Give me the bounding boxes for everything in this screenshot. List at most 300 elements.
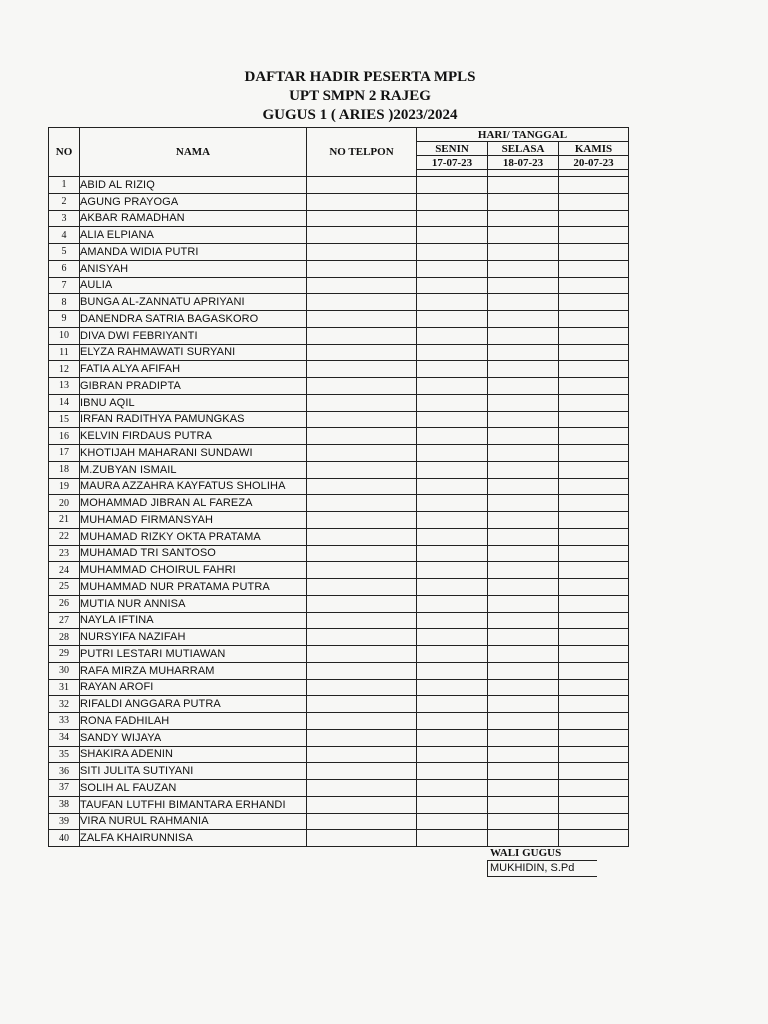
- row-selasa-cell[interactable]: [488, 361, 559, 378]
- row-telpon-cell[interactable]: [307, 311, 417, 328]
- row-telpon-cell[interactable]: [307, 428, 417, 445]
- row-telpon-cell[interactable]: [307, 244, 417, 261]
- row-name: ALIA ELPIANA: [80, 227, 307, 244]
- row-telpon-cell[interactable]: [307, 177, 417, 194]
- row-number: 14: [49, 394, 80, 411]
- row-kamis-cell[interactable]: [559, 545, 629, 562]
- row-telpon-cell[interactable]: [307, 830, 417, 847]
- row-senin-cell[interactable]: [417, 311, 488, 328]
- row-kamis-cell[interactable]: [559, 177, 629, 194]
- row-name: RAYAN AROFI: [80, 679, 307, 696]
- row-kamis-cell[interactable]: [559, 646, 629, 663]
- row-name: MUHAMAD RIZKY OKTA PRATAMA: [80, 528, 307, 545]
- row-name: RONA FADHILAH: [80, 713, 307, 730]
- row-number: 3: [49, 210, 80, 227]
- header-day-selasa: SELASA: [488, 142, 559, 156]
- header-day-kamis: KAMIS: [559, 142, 629, 156]
- row-number: 8: [49, 294, 80, 311]
- row-telpon-cell[interactable]: [307, 512, 417, 529]
- row-kamis-cell[interactable]: [559, 796, 629, 813]
- row-senin-cell[interactable]: [417, 830, 488, 847]
- row-senin-cell[interactable]: [417, 528, 488, 545]
- row-name: MUHAMMAD CHOIRUL FAHRI: [80, 562, 307, 579]
- row-senin-cell[interactable]: [417, 545, 488, 562]
- row-selasa-cell[interactable]: [488, 378, 559, 395]
- table-row: [49, 545, 629, 562]
- table-row: [49, 378, 629, 395]
- row-telpon-cell[interactable]: [307, 193, 417, 210]
- row-number: 6: [49, 260, 80, 277]
- row-number: 25: [49, 579, 80, 596]
- attendance-rows: [49, 177, 629, 847]
- row-selasa-cell[interactable]: [488, 595, 559, 612]
- row-name: GIBRAN PRADIPTA: [80, 378, 307, 395]
- header-day-senin: SENIN: [417, 142, 488, 156]
- row-kamis-cell[interactable]: [559, 478, 629, 495]
- row-name: VIRA NURUL RAHMANIA: [80, 813, 307, 830]
- row-telpon-cell[interactable]: [307, 361, 417, 378]
- table-row: [49, 713, 629, 730]
- row-kamis-cell[interactable]: [559, 193, 629, 210]
- row-senin-cell[interactable]: [417, 260, 488, 277]
- row-telpon-cell[interactable]: [307, 495, 417, 512]
- row-number: 23: [49, 545, 80, 562]
- row-kamis-cell[interactable]: [559, 562, 629, 579]
- row-number: 33: [49, 713, 80, 730]
- row-senin-cell[interactable]: [417, 562, 488, 579]
- table-row: [49, 830, 629, 847]
- row-telpon-cell[interactable]: [307, 277, 417, 294]
- row-senin-cell[interactable]: [417, 210, 488, 227]
- row-name: M.ZUBYAN ISMAIL: [80, 461, 307, 478]
- table-row: [49, 445, 629, 462]
- row-telpon-cell[interactable]: [307, 579, 417, 596]
- row-telpon-cell[interactable]: [307, 528, 417, 545]
- row-selasa-cell[interactable]: [488, 830, 559, 847]
- header-nama: NAMA: [80, 128, 307, 177]
- title-line-3: GUGUS 1 ( ARIES )2023/2024: [262, 107, 458, 123]
- row-name: TAUFAN LUTFHI BIMANTARA ERHANDI: [80, 796, 307, 813]
- row-selasa-cell[interactable]: [488, 512, 559, 529]
- row-selasa-cell[interactable]: [488, 612, 559, 629]
- row-name: RAFA MIRZA MUHARRAM: [80, 662, 307, 679]
- row-selasa-cell[interactable]: [488, 796, 559, 813]
- row-kamis-cell[interactable]: [559, 394, 629, 411]
- row-senin-cell[interactable]: [417, 512, 488, 529]
- row-name: SOLIH AL FAUZAN: [80, 780, 307, 797]
- signature-name: MUKHIDIN, S.Pd: [487, 860, 597, 877]
- row-kamis-cell[interactable]: [559, 813, 629, 830]
- row-name: IBNU AQIL: [80, 394, 307, 411]
- row-senin-cell[interactable]: [417, 763, 488, 780]
- row-senin-cell[interactable]: [417, 428, 488, 445]
- row-number: 32: [49, 696, 80, 713]
- row-selasa-cell[interactable]: [488, 260, 559, 277]
- row-senin-cell[interactable]: [417, 445, 488, 462]
- row-telpon-cell[interactable]: [307, 327, 417, 344]
- row-telpon-cell[interactable]: [307, 729, 417, 746]
- row-name: BUNGA AL-ZANNATU APRIYANI: [80, 294, 307, 311]
- row-number: 31: [49, 679, 80, 696]
- row-kamis-cell[interactable]: [559, 227, 629, 244]
- title-line-1: DAFTAR HADIR PESERTA MPLS: [244, 69, 476, 85]
- row-name: NURSYIFA NAZIFAH: [80, 629, 307, 646]
- row-selasa-cell[interactable]: [488, 177, 559, 194]
- row-telpon-cell[interactable]: [307, 595, 417, 612]
- row-senin-cell[interactable]: [417, 227, 488, 244]
- row-senin-cell[interactable]: [417, 595, 488, 612]
- row-number: 30: [49, 662, 80, 679]
- table-row: [49, 411, 629, 428]
- header-no: NO: [49, 128, 80, 177]
- row-selasa-cell[interactable]: [488, 428, 559, 445]
- row-senin-cell[interactable]: [417, 277, 488, 294]
- row-kamis-cell[interactable]: [559, 428, 629, 445]
- table-row: [49, 763, 629, 780]
- row-number: 27: [49, 612, 80, 629]
- row-senin-cell[interactable]: [417, 679, 488, 696]
- table-row: [49, 662, 629, 679]
- header-no-telpon: NO TELPON: [307, 128, 417, 177]
- row-selasa-cell[interactable]: [488, 227, 559, 244]
- row-senin-cell[interactable]: [417, 478, 488, 495]
- row-kamis-cell[interactable]: [559, 729, 629, 746]
- table-row: [49, 311, 629, 328]
- row-number: 11: [49, 344, 80, 361]
- table-row: [49, 478, 629, 495]
- row-kamis-cell[interactable]: [559, 294, 629, 311]
- row-name: DANENDRA SATRIA BAGASKORO: [80, 311, 307, 328]
- row-selasa-cell[interactable]: [488, 277, 559, 294]
- table-row: [49, 729, 629, 746]
- row-name: MUHAMMAD NUR PRATAMA PUTRA: [80, 579, 307, 596]
- row-telpon-cell[interactable]: [307, 344, 417, 361]
- row-number: 15: [49, 411, 80, 428]
- row-selasa-cell[interactable]: [488, 646, 559, 663]
- row-kamis-cell[interactable]: [559, 378, 629, 395]
- table-row: [49, 177, 629, 194]
- row-telpon-cell[interactable]: [307, 713, 417, 730]
- row-selasa-cell[interactable]: [488, 461, 559, 478]
- row-telpon-cell[interactable]: [307, 378, 417, 395]
- header-date-senin: 17-07-23: [417, 156, 488, 170]
- row-number: 21: [49, 512, 80, 529]
- row-kamis-cell[interactable]: [559, 629, 629, 646]
- table-row: [49, 679, 629, 696]
- row-number: 40: [49, 830, 80, 847]
- row-number: 36: [49, 763, 80, 780]
- row-selasa-cell[interactable]: [488, 210, 559, 227]
- table-row: [49, 461, 629, 478]
- table-row: [49, 746, 629, 763]
- row-selasa-cell[interactable]: [488, 344, 559, 361]
- row-name: MAURA AZZAHRA KAYFATUS SHOLIHA: [80, 478, 307, 495]
- row-kamis-cell[interactable]: [559, 311, 629, 328]
- row-selasa-cell[interactable]: [488, 780, 559, 797]
- table-row: [49, 428, 629, 445]
- row-name: AGUNG PRAYOGA: [80, 193, 307, 210]
- row-selasa-cell[interactable]: [488, 193, 559, 210]
- row-telpon-cell[interactable]: [307, 763, 417, 780]
- row-kamis-cell[interactable]: [559, 461, 629, 478]
- row-telpon-cell[interactable]: [307, 562, 417, 579]
- row-kamis-cell[interactable]: [559, 595, 629, 612]
- row-telpon-cell[interactable]: [307, 612, 417, 629]
- row-selasa-cell[interactable]: [488, 311, 559, 328]
- table-row: [49, 344, 629, 361]
- table-row: [49, 277, 629, 294]
- row-telpon-cell[interactable]: [307, 461, 417, 478]
- row-name: MUTIA NUR ANNISA: [80, 595, 307, 612]
- table-row: [49, 394, 629, 411]
- row-number: 37: [49, 780, 80, 797]
- row-senin-cell[interactable]: [417, 495, 488, 512]
- row-selasa-cell[interactable]: [488, 562, 559, 579]
- table-row: [49, 562, 629, 579]
- row-senin-cell[interactable]: [417, 394, 488, 411]
- row-senin-cell[interactable]: [417, 177, 488, 194]
- row-name: IRFAN RADITHYA PAMUNGKAS: [80, 411, 307, 428]
- row-selasa-cell[interactable]: [488, 327, 559, 344]
- row-telpon-cell[interactable]: [307, 545, 417, 562]
- row-kamis-cell[interactable]: [559, 210, 629, 227]
- row-name: ZALFA KHAIRUNNISA: [80, 830, 307, 847]
- row-senin-cell[interactable]: [417, 796, 488, 813]
- row-senin-cell[interactable]: [417, 612, 488, 629]
- row-senin-cell[interactable]: [417, 361, 488, 378]
- row-selasa-cell[interactable]: [488, 629, 559, 646]
- row-kamis-cell[interactable]: [559, 830, 629, 847]
- row-selasa-cell[interactable]: [488, 495, 559, 512]
- row-selasa-cell[interactable]: [488, 679, 559, 696]
- row-number: 26: [49, 595, 80, 612]
- row-telpon-cell[interactable]: [307, 227, 417, 244]
- row-kamis-cell[interactable]: [559, 612, 629, 629]
- table-row: [49, 612, 629, 629]
- row-kamis-cell[interactable]: [559, 260, 629, 277]
- row-senin-cell[interactable]: [417, 780, 488, 797]
- row-telpon-cell[interactable]: [307, 646, 417, 663]
- table-row: [49, 210, 629, 227]
- row-name: DIVA DWI FEBRIYANTI: [80, 327, 307, 344]
- row-number: 4: [49, 227, 80, 244]
- row-number: 12: [49, 361, 80, 378]
- row-telpon-cell[interactable]: [307, 746, 417, 763]
- table-row: [49, 361, 629, 378]
- table-row: [49, 629, 629, 646]
- row-senin-cell[interactable]: [417, 813, 488, 830]
- row-number: 34: [49, 729, 80, 746]
- header-gap-cell: [417, 170, 488, 177]
- row-selasa-cell[interactable]: [488, 394, 559, 411]
- row-selasa-cell[interactable]: [488, 294, 559, 311]
- row-telpon-cell[interactable]: [307, 780, 417, 797]
- table-row: [49, 244, 629, 261]
- table-row: [49, 227, 629, 244]
- signature-block: [487, 846, 597, 877]
- title-line-2: UPT SMPN 2 RAJEG: [289, 88, 431, 104]
- row-name: ANISYAH: [80, 260, 307, 277]
- row-kamis-cell[interactable]: [559, 746, 629, 763]
- row-name: AMANDA WIDIA PUTRI: [80, 244, 307, 261]
- row-senin-cell[interactable]: [417, 327, 488, 344]
- row-senin-cell[interactable]: [417, 696, 488, 713]
- row-number: 39: [49, 813, 80, 830]
- row-selasa-cell[interactable]: [488, 579, 559, 596]
- row-kamis-cell[interactable]: [559, 411, 629, 428]
- row-number: 29: [49, 646, 80, 663]
- row-telpon-cell[interactable]: [307, 210, 417, 227]
- table-row: [49, 528, 629, 545]
- row-number: 22: [49, 528, 80, 545]
- row-telpon-cell[interactable]: [307, 478, 417, 495]
- row-senin-cell[interactable]: [417, 344, 488, 361]
- row-senin-cell[interactable]: [417, 411, 488, 428]
- row-number: 9: [49, 311, 80, 328]
- table-row: [49, 796, 629, 813]
- row-senin-cell[interactable]: [417, 646, 488, 663]
- row-kamis-cell[interactable]: [559, 445, 629, 462]
- row-selasa-cell[interactable]: [488, 528, 559, 545]
- row-selasa-cell[interactable]: [488, 545, 559, 562]
- row-selasa-cell[interactable]: [488, 244, 559, 261]
- row-telpon-cell[interactable]: [307, 696, 417, 713]
- row-telpon-cell[interactable]: [307, 394, 417, 411]
- row-number: 5: [49, 244, 80, 261]
- row-number: 19: [49, 478, 80, 495]
- row-selasa-cell[interactable]: [488, 662, 559, 679]
- row-kamis-cell[interactable]: [559, 277, 629, 294]
- row-senin-cell[interactable]: [417, 461, 488, 478]
- header-date-kamis: 20-07-23: [559, 156, 629, 170]
- row-senin-cell[interactable]: [417, 629, 488, 646]
- row-senin-cell[interactable]: [417, 579, 488, 596]
- header-gap-cell: [559, 170, 629, 177]
- row-name: ABID AL RIZIQ: [80, 177, 307, 194]
- row-name: NAYLA IFTINA: [80, 612, 307, 629]
- table-row: [49, 579, 629, 596]
- row-selasa-cell[interactable]: [488, 713, 559, 730]
- table-row: [49, 512, 629, 529]
- row-telpon-cell[interactable]: [307, 260, 417, 277]
- row-name: ELYZA RAHMAWATI SURYANI: [80, 344, 307, 361]
- row-telpon-cell[interactable]: [307, 813, 417, 830]
- row-telpon-cell[interactable]: [307, 411, 417, 428]
- row-selasa-cell[interactable]: [488, 478, 559, 495]
- row-selasa-cell[interactable]: [488, 445, 559, 462]
- row-kamis-cell[interactable]: [559, 495, 629, 512]
- row-telpon-cell[interactable]: [307, 679, 417, 696]
- row-telpon-cell[interactable]: [307, 662, 417, 679]
- row-selasa-cell[interactable]: [488, 729, 559, 746]
- table-row: [49, 813, 629, 830]
- row-number: 1: [49, 177, 80, 194]
- row-name: FATIA ALYA AFIFAH: [80, 361, 307, 378]
- row-senin-cell[interactable]: [417, 662, 488, 679]
- row-number: 20: [49, 495, 80, 512]
- row-senin-cell[interactable]: [417, 193, 488, 210]
- row-selasa-cell[interactable]: [488, 746, 559, 763]
- row-number: 13: [49, 378, 80, 395]
- header-hari-tanggal: HARI/ TANGGAL: [417, 128, 629, 142]
- header-gap-cell: [488, 170, 559, 177]
- row-selasa-cell[interactable]: [488, 763, 559, 780]
- row-name: RIFALDI ANGGARA PUTRA: [80, 696, 307, 713]
- row-kamis-cell[interactable]: [559, 344, 629, 361]
- row-name: SITI JULITA SUTIYANI: [80, 763, 307, 780]
- table-row: [49, 646, 629, 663]
- row-number: 28: [49, 629, 80, 646]
- row-name: KELVIN FIRDAUS PUTRA: [80, 428, 307, 445]
- row-name: MOHAMMAD JIBRAN AL FAREZA: [80, 495, 307, 512]
- attendance-table: [48, 127, 629, 847]
- row-number: 2: [49, 193, 80, 210]
- row-number: 10: [49, 327, 80, 344]
- row-kamis-cell[interactable]: [559, 662, 629, 679]
- row-kamis-cell[interactable]: [559, 679, 629, 696]
- row-kamis-cell[interactable]: [559, 528, 629, 545]
- row-telpon-cell[interactable]: [307, 445, 417, 462]
- row-number: 18: [49, 461, 80, 478]
- row-name: AKBAR RAMADHAN: [80, 210, 307, 227]
- header-date-selasa: 18-07-23: [488, 156, 559, 170]
- table-row: [49, 595, 629, 612]
- row-kamis-cell[interactable]: [559, 361, 629, 378]
- table-row: [49, 327, 629, 344]
- row-kamis-cell[interactable]: [559, 713, 629, 730]
- row-kamis-cell[interactable]: [559, 579, 629, 596]
- row-name: SHAKIRA ADENIN: [80, 746, 307, 763]
- table-row: [49, 495, 629, 512]
- row-kamis-cell[interactable]: [559, 780, 629, 797]
- row-number: 16: [49, 428, 80, 445]
- row-senin-cell[interactable]: [417, 294, 488, 311]
- row-senin-cell[interactable]: [417, 713, 488, 730]
- row-kamis-cell[interactable]: [559, 327, 629, 344]
- row-number: 35: [49, 746, 80, 763]
- row-name: SANDY WIJAYA: [80, 729, 307, 746]
- row-kamis-cell[interactable]: [559, 696, 629, 713]
- row-selasa-cell[interactable]: [488, 411, 559, 428]
- row-senin-cell[interactable]: [417, 244, 488, 261]
- row-senin-cell[interactable]: [417, 729, 488, 746]
- row-number: 17: [49, 445, 80, 462]
- row-telpon-cell[interactable]: [307, 796, 417, 813]
- row-selasa-cell[interactable]: [488, 696, 559, 713]
- row-senin-cell[interactable]: [417, 378, 488, 395]
- row-name: AULIA: [80, 277, 307, 294]
- row-name: KHOTIJAH MAHARANI SUNDAWI: [80, 445, 307, 462]
- row-kamis-cell[interactable]: [559, 244, 629, 261]
- row-kamis-cell[interactable]: [559, 763, 629, 780]
- row-selasa-cell[interactable]: [488, 813, 559, 830]
- row-name: MUHAMAD FIRMANSYAH: [80, 512, 307, 529]
- row-kamis-cell[interactable]: [559, 512, 629, 529]
- table-row: [49, 260, 629, 277]
- document-title: [150, 68, 570, 125]
- row-number: 38: [49, 796, 80, 813]
- row-telpon-cell[interactable]: [307, 629, 417, 646]
- row-number: 24: [49, 562, 80, 579]
- row-telpon-cell[interactable]: [307, 294, 417, 311]
- table-row: [49, 780, 629, 797]
- table-row: [49, 193, 629, 210]
- row-name: MUHAMAD TRI SANTOSO: [80, 545, 307, 562]
- row-senin-cell[interactable]: [417, 746, 488, 763]
- row-name: PUTRI LESTARI MUTIAWAN: [80, 646, 307, 663]
- row-number: 7: [49, 277, 80, 294]
- table-row: [49, 696, 629, 713]
